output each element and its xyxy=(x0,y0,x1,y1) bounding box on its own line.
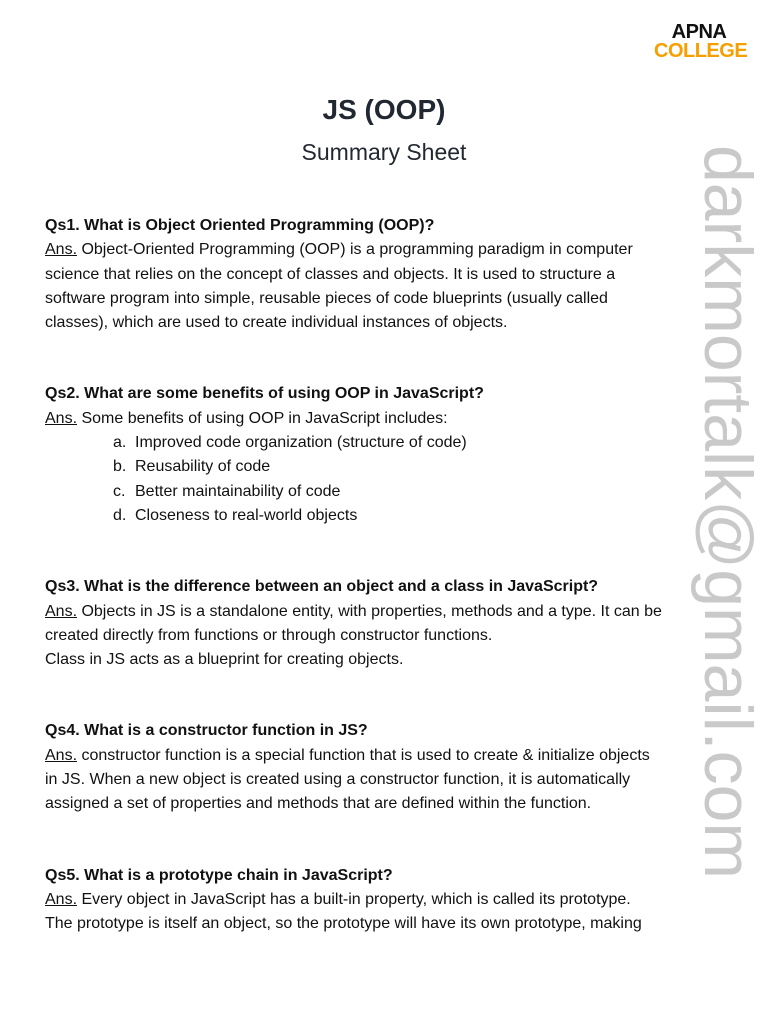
answer-text: Every object in JavaScript has a built-in property, which is called its prototype. xyxy=(77,890,631,908)
answer-text: constructor function is a special function that is used to create & initialize objects xyxy=(77,746,650,764)
page-subtitle: Summary Sheet xyxy=(301,139,467,165)
ans-label: Ans. xyxy=(45,409,78,427)
answer-2-line-1 xyxy=(45,407,735,431)
answer-4-line-1 xyxy=(45,744,735,768)
ans-label: Ans. xyxy=(45,241,78,259)
list-item-text: Better maintainability of code xyxy=(135,482,341,500)
question-5: Qs5. What is a prototype chain in JavaScript? xyxy=(45,866,393,884)
qa-block-3 xyxy=(45,575,735,672)
email-watermark: darkmortalk@gmail.com xyxy=(690,144,766,880)
question-4: Qs4. What is a constructor function in JS? xyxy=(45,722,368,740)
list-marker: b. xyxy=(113,458,127,476)
answer-5-line-1 xyxy=(45,888,735,912)
answer-4-line-3: assigned a set of properties and methods that are defined within the function. xyxy=(45,795,592,813)
answer-3-line-3: Class in JS acts as a blueprint for creating objects. xyxy=(45,651,404,669)
answer-3-line-2: created directly from functions or through constructor functions. xyxy=(45,626,493,644)
spacer xyxy=(45,817,735,864)
spacer xyxy=(45,528,735,575)
question-1: Qs1. What is Object Oriented Programming (OOP)? xyxy=(45,217,435,234)
ans-label: Ans. xyxy=(45,890,78,908)
list-item xyxy=(45,455,735,479)
answer-1-line-2: science that relies on the concept of classes and objects. It is used to structure a xyxy=(45,265,616,283)
answer-1-line-3: software program into simple, reusable pieces of code blueprints (usually called xyxy=(45,289,608,307)
spacer xyxy=(45,335,735,382)
ans-label: Ans. xyxy=(45,602,78,620)
answer-text: Object-Oriented Programming (OOP) is a programming paradigm in computer xyxy=(77,241,633,259)
qa-block-2 xyxy=(45,382,735,528)
answer-1-line-4: classes), which are used to create individual instances of objects. xyxy=(45,314,508,332)
question-3: Qs3. What is the difference between an object and a class in JavaScript? xyxy=(45,578,599,596)
answer-3-line-1 xyxy=(45,600,735,624)
answer-text: Objects in JS is a standalone entity, with properties, methods and a type. It can be xyxy=(77,602,662,620)
list-item-text: Closeness to real-world objects xyxy=(135,506,358,524)
list-marker: c. xyxy=(113,482,126,500)
list-item xyxy=(45,504,735,528)
logo-line-2: COLLEGE xyxy=(654,40,748,62)
answer-text: Some benefits of using OOP in JavaScript includes: xyxy=(77,409,448,427)
answer-1-line-1 xyxy=(45,238,735,262)
ans-label: Ans. xyxy=(45,746,78,764)
benefits-list xyxy=(45,431,735,528)
list-item xyxy=(45,431,735,455)
logo-line-1: APNA xyxy=(671,21,727,43)
qa-block-5 xyxy=(45,864,735,937)
qa-block-1 xyxy=(45,214,735,335)
apna-college-logo xyxy=(654,21,748,62)
answer-5-line-2: The prototype is itself an object, so the prototype will have its own prototype, making xyxy=(45,915,642,933)
list-marker: d. xyxy=(113,506,127,524)
page-title: JS (OOP) xyxy=(322,94,446,125)
spacer xyxy=(45,672,735,719)
question-2: Qs2. What are some benefits of using OOP in JavaScript? xyxy=(45,385,484,403)
list-item xyxy=(45,480,735,504)
list-item-text: Improved code organization (structure of code) xyxy=(135,434,467,452)
answer-4-line-2: in JS. When a new object is created using a constructor function, it is automatically xyxy=(45,771,631,789)
list-marker: a. xyxy=(113,434,127,452)
qa-block-4 xyxy=(45,719,735,816)
list-item-text: Reusability of code xyxy=(135,458,271,476)
document-body xyxy=(45,214,735,937)
